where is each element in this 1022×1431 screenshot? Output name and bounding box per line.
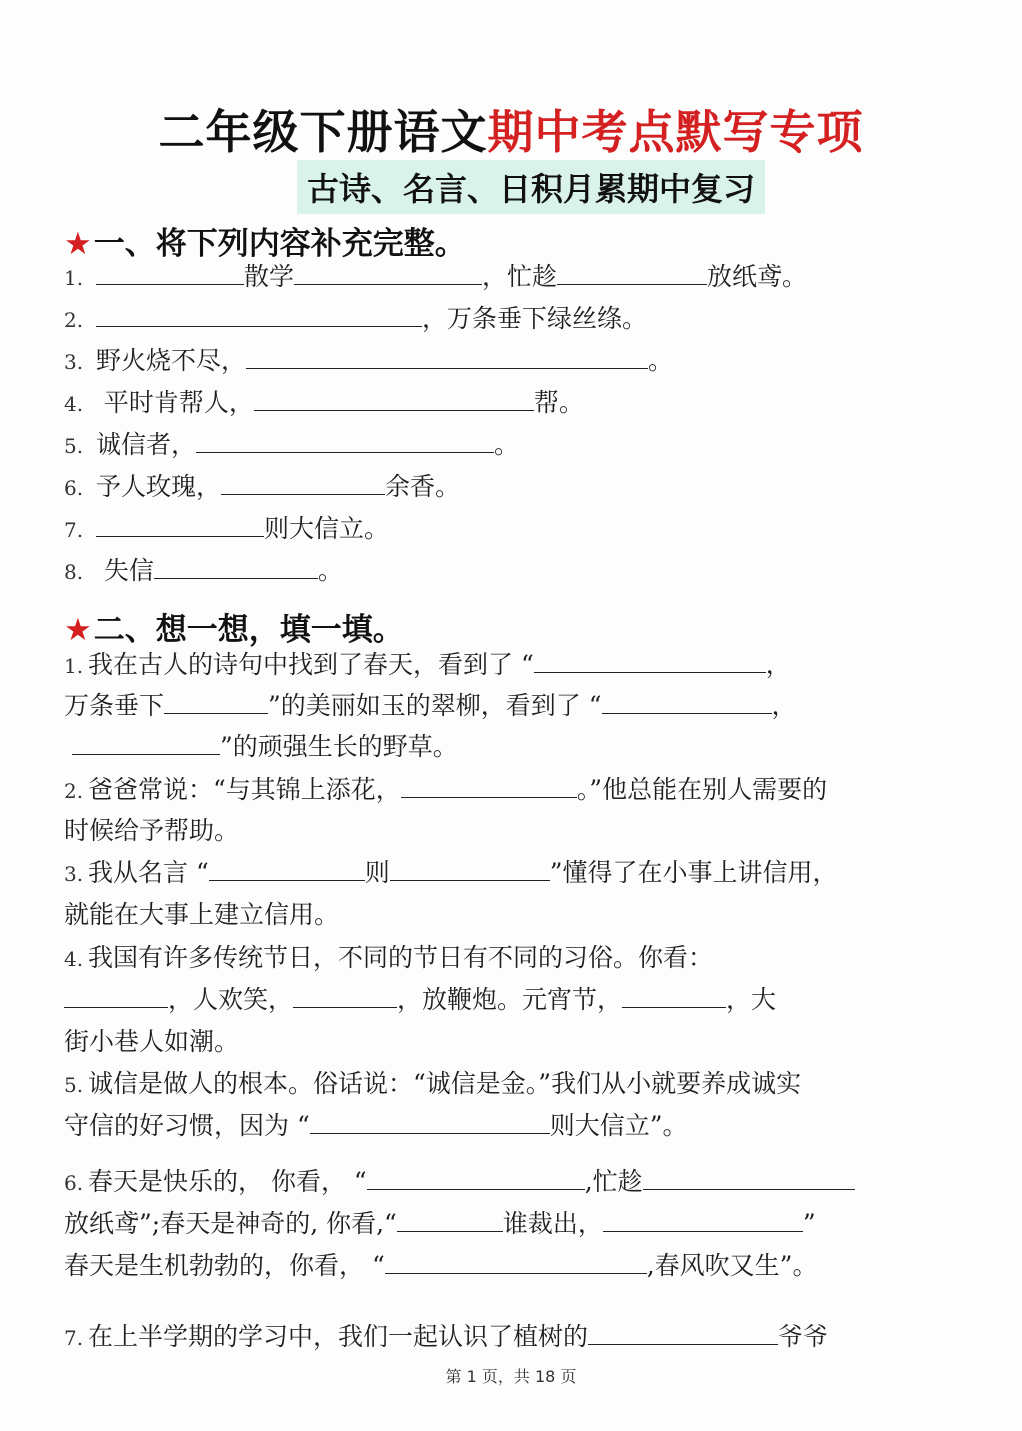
- answer-blank[interactable]: [293, 985, 397, 1008]
- s2-q4-line3: [64, 1027, 239, 1057]
- s2-q5-line1: [64, 1069, 801, 1100]
- item-text: 街小巷人如潮。: [64, 1027, 240, 1056]
- s1-item-8: [64, 556, 343, 587]
- answer-blank[interactable]: [209, 858, 365, 881]
- item-text: ，放鞭炮。元宵节，: [397, 985, 623, 1014]
- item-number: 3.: [64, 862, 84, 886]
- item-text: 谁裁出，: [502, 1209, 603, 1238]
- s2-q1-line1: [64, 650, 791, 681]
- s1-item-1: [64, 262, 807, 293]
- answer-blank[interactable]: [72, 732, 220, 755]
- item-text: 野火烧不尽，: [95, 346, 246, 375]
- answer-blank[interactable]: [643, 1167, 855, 1190]
- answer-blank[interactable]: [622, 985, 726, 1008]
- subtitle-wrap: [0, 160, 1022, 214]
- item-text: 诚信者，: [95, 430, 196, 459]
- answer-blank[interactable]: [164, 691, 268, 714]
- item-text: 予人玫瑰，: [95, 472, 221, 501]
- s1-item-5: [64, 430, 519, 461]
- item-text: 时候给予帮助。: [64, 816, 240, 845]
- answer-blank[interactable]: [385, 1251, 647, 1274]
- answer-blank[interactable]: [588, 1322, 778, 1345]
- answer-blank[interactable]: [557, 262, 707, 285]
- s2-q6-line1: [64, 1167, 855, 1198]
- s2-q1-line2: [64, 691, 797, 721]
- item-text: ，: [765, 650, 791, 679]
- item-text: 我从名言 “: [88, 858, 209, 887]
- section2-heading-text: 二、想一想，填一填。: [93, 612, 404, 648]
- answer-blank[interactable]: [221, 472, 385, 495]
- s2-q6-line2: [64, 1209, 816, 1239]
- answer-blank[interactable]: [294, 262, 482, 285]
- answer-blank[interactable]: [367, 1167, 585, 1190]
- s2-q3-line1: [64, 858, 838, 889]
- answer-blank[interactable]: [602, 691, 772, 714]
- item-text: 万条垂下: [64, 691, 165, 720]
- item-text: 平时肯帮人，: [103, 388, 254, 417]
- item-text: ”: [802, 1209, 816, 1238]
- answer-blank[interactable]: [254, 388, 534, 411]
- item-text: 放纸鸢”;春天是神奇的, 你看,“: [64, 1209, 397, 1238]
- item-text: 则大信立。: [263, 514, 389, 543]
- item-number: 6.: [64, 1171, 84, 1195]
- answer-blank[interactable]: [196, 430, 494, 453]
- answer-blank[interactable]: [390, 858, 550, 881]
- section1-heading: [64, 218, 466, 263]
- subtitle: 古诗、名言、日积月累期中复习: [297, 160, 765, 214]
- item-number: 1.: [64, 654, 84, 678]
- item-number: 7.: [64, 518, 84, 542]
- star-icon: ★: [64, 612, 92, 648]
- item-number: 5.: [64, 1073, 84, 1097]
- item-text: 就能在大事上建立信用。: [64, 900, 340, 929]
- answer-blank[interactable]: [246, 346, 648, 369]
- item-text: 爸爸常说：“与其锦上添花，: [88, 775, 401, 804]
- item-text: 放纸鸢。: [706, 262, 807, 291]
- s1-item-3: [64, 346, 673, 377]
- title-black: 二年级下册语文: [158, 105, 488, 159]
- item-number: 8.: [64, 560, 84, 584]
- s2-q4-line2: [64, 985, 776, 1015]
- item-number: 4.: [64, 947, 84, 971]
- star-icon: ★: [64, 226, 92, 262]
- answer-blank[interactable]: [96, 262, 244, 285]
- item-text: ”的美丽如玉的翠柳，看到了 “: [268, 691, 602, 720]
- item-text: 余香。: [384, 472, 460, 501]
- item-number: 1.: [64, 266, 84, 290]
- title-red: 期中考点默写专项: [487, 105, 864, 159]
- item-number: 4.: [64, 392, 84, 416]
- s2-q2-line2: [64, 816, 239, 846]
- item-text: 则: [364, 858, 390, 887]
- item-text: 守信的好习惯，因为 “: [64, 1111, 310, 1140]
- section2-heading: [64, 604, 404, 649]
- item-text: ，万条垂下绿丝绦。: [421, 304, 647, 333]
- answer-blank[interactable]: [534, 650, 766, 673]
- item-text: 在上半学期的学习中，我们一起认识了植树的: [88, 1322, 589, 1351]
- item-text: 。”他总能在别人需要的: [576, 775, 828, 804]
- answer-blank[interactable]: [401, 775, 577, 798]
- s1-item-7: [64, 514, 389, 545]
- item-text: 。: [493, 430, 519, 459]
- s1-item-2: [64, 304, 647, 335]
- item-number: 2.: [64, 308, 84, 332]
- item-text: ，: [771, 691, 797, 720]
- s2-q4-line1: [64, 943, 713, 974]
- s2-q2-line1: [64, 775, 827, 806]
- item-text: 。: [317, 556, 343, 585]
- answer-blank[interactable]: [397, 1209, 503, 1232]
- s2-q3-line2: [64, 900, 339, 930]
- item-text: 失信: [103, 556, 154, 585]
- item-text: 我在古人的诗句中找到了春天，看到了 “: [88, 650, 534, 679]
- s1-item-4: [64, 388, 584, 419]
- item-text: ，人欢笑，: [168, 985, 294, 1014]
- item-text: ”懂得了在小事上讲信用，: [549, 858, 838, 887]
- item-text: ”的顽强生长的野草。: [219, 732, 458, 761]
- answer-blank[interactable]: [96, 304, 422, 327]
- item-text: 春天是快乐的， 你看， “: [88, 1167, 367, 1196]
- page-footer: 第 1 页，共 18 页: [445, 1367, 577, 1386]
- answer-blank[interactable]: [96, 514, 264, 537]
- answer-blank[interactable]: [64, 985, 168, 1008]
- item-number: 2.: [64, 779, 84, 803]
- item-number: 6.: [64, 476, 84, 500]
- s1-item-6: [64, 472, 460, 503]
- answer-blank[interactable]: [154, 556, 318, 579]
- item-number: 7.: [64, 1326, 84, 1350]
- answer-blank[interactable]: [310, 1111, 550, 1134]
- item-text: 春天是生机勃勃的，你看， “: [64, 1251, 385, 1280]
- s2-q6-line3: [64, 1251, 817, 1281]
- item-number: 3.: [64, 350, 84, 374]
- item-text: ，大: [726, 985, 777, 1014]
- page-title: [0, 96, 1022, 162]
- item-text: 帮。: [533, 388, 584, 417]
- item-text: 。: [647, 346, 673, 375]
- s2-q1-line3: [64, 732, 458, 762]
- item-text: ,春风吹又生”。: [646, 1251, 818, 1280]
- item-text: ，忙趁: [481, 262, 557, 291]
- item-text: 爷爷: [778, 1322, 829, 1351]
- item-text: 散学: [243, 262, 294, 291]
- item-text: 诚信是做人的根本。俗话说：“诚信是金。”我们从小就要养成诚实: [88, 1069, 802, 1098]
- item-text: ,忙趁: [584, 1167, 643, 1196]
- s2-q7-line1: [64, 1322, 828, 1353]
- item-text: 我国有许多传统节日，不同的节日有不同的习俗。你看：: [88, 943, 714, 972]
- answer-blank[interactable]: [603, 1209, 803, 1232]
- section1-heading-text: 一、将下列内容补充完整。: [93, 226, 466, 262]
- item-text: 则大信立”。: [549, 1111, 688, 1140]
- s2-q5-line2: [64, 1111, 688, 1141]
- item-number: 5.: [64, 434, 84, 458]
